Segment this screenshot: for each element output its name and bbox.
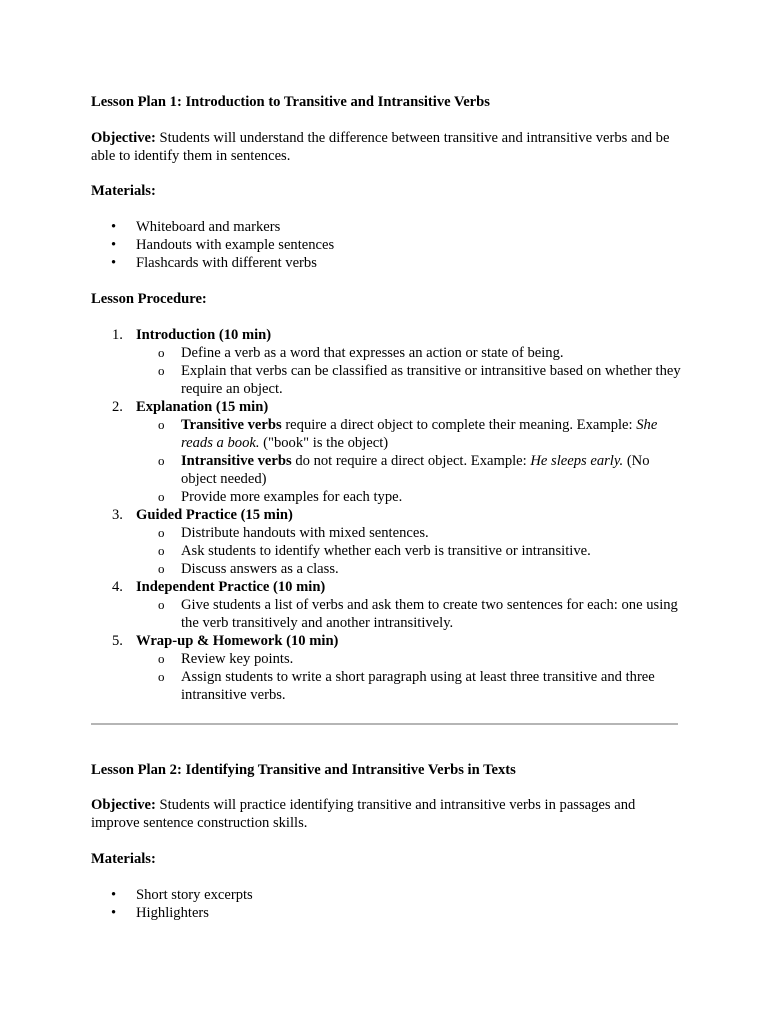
step-number: 4. — [112, 579, 123, 595]
sub-item-text: Give students a list of verbs and ask them to create two sentences for each: one using the verb transitively and another intransitively. — [181, 597, 678, 631]
plan1-materials-heading: Materials: — [91, 183, 156, 199]
plan2-objective-text: Students will practice identifying transitive and intransitive verbs in passages and improve sentence construction skills. — [91, 797, 636, 831]
plan1-materials-list — [91, 218, 681, 272]
procedure-step — [91, 632, 681, 704]
list-item — [136, 362, 681, 398]
sub-bullet-icon: o — [158, 597, 165, 612]
list-item — [136, 488, 681, 506]
sub-item-text: do not require a direct object. Example: — [291, 453, 531, 469]
list-item — [136, 542, 681, 560]
plan2-objective — [91, 796, 681, 832]
procedure-step — [91, 326, 681, 398]
step-number: 5. — [112, 633, 123, 649]
sub-item-text: Discuss answers as a class. — [181, 561, 339, 577]
sub-item-text: Define a verb as a word that expresses an action or state of being. — [181, 345, 564, 361]
plan1-objective-text: Students will understand the difference between transitive and intransitive verbs and be able to identify them in sentences. — [91, 130, 670, 164]
plan2-materials-list — [91, 886, 681, 922]
sub-bullet-icon: o — [158, 525, 165, 540]
sub-item-text: Explain that verbs can be classified as transitive or intransitive based on whether they require an object. — [181, 363, 681, 397]
plan1-title: Lesson Plan 1: Introduction to Transitive and Intransitive Verbs — [91, 94, 490, 110]
step-number: 2. — [112, 399, 123, 415]
sub-item-text: Distribute handouts with mixed sentences. — [181, 525, 429, 541]
list-item — [91, 904, 681, 922]
sub-bullet-icon: o — [158, 345, 165, 360]
sub-item-tail: ("book" is the object) — [259, 435, 389, 451]
list-item — [136, 650, 681, 668]
bullet-icon: • — [111, 905, 117, 921]
example-italic: She reads a book. — [181, 417, 658, 451]
material-item: Whiteboard and markers — [136, 219, 281, 235]
list-item — [91, 218, 681, 236]
step-title: Introduction (10 min) — [136, 327, 272, 343]
procedure-step — [91, 578, 681, 632]
list-item — [136, 344, 681, 362]
sub-item-text: Assign students to write a short paragraph using at least three transitive and three intransitive verbs. — [181, 669, 655, 703]
step-title: Guided Practice (15 min) — [136, 507, 293, 523]
sub-item-tail: (No object needed) — [181, 453, 650, 487]
list-item — [136, 596, 681, 632]
step-sublist — [136, 596, 681, 632]
term-bold: Transitive verbs — [181, 417, 282, 433]
list-item — [136, 560, 681, 578]
plan2-title: Lesson Plan 2: Identifying Transitive and Intransitive Verbs in Texts — [91, 762, 516, 778]
plan2-materials-heading: Materials: — [91, 851, 156, 867]
sub-bullet-icon: o — [158, 489, 165, 504]
term-bold: Intransitive verbs — [181, 453, 292, 469]
bullet-icon: • — [111, 219, 117, 235]
step-sublist — [136, 344, 681, 398]
list-item — [91, 886, 681, 904]
sub-item-text: require a direct object to complete their meaning. Example: — [281, 417, 637, 433]
plan1-procedure-heading: Lesson Procedure: — [91, 291, 207, 307]
sub-item-text: Provide more examples for each type. — [181, 489, 403, 505]
sub-item-text: Ask students to identify whether each verb is transitive or intransitive. — [181, 543, 591, 559]
list-item — [91, 236, 681, 254]
sub-bullet-icon: o — [158, 363, 165, 378]
material-item: Handouts with example sentences — [136, 237, 335, 253]
material-item: Short story excerpts — [136, 887, 253, 903]
step-sublist — [136, 650, 681, 704]
procedure-step — [91, 506, 681, 578]
bullet-icon: • — [111, 255, 117, 271]
sub-bullet-icon: o — [158, 453, 165, 468]
step-sublist — [136, 416, 681, 506]
bullet-icon: • — [111, 237, 117, 253]
procedure-step — [91, 398, 681, 506]
step-number: 1. — [112, 327, 123, 343]
plan1-objective-label: Objective: — [91, 130, 156, 146]
list-item — [91, 254, 681, 272]
sub-item-text: Review key points. — [181, 651, 294, 667]
list-item — [136, 524, 681, 542]
sub-bullet-icon: o — [158, 651, 165, 666]
list-item — [136, 416, 681, 452]
step-sublist — [136, 524, 681, 578]
example-italic: He sleeps early. — [530, 453, 624, 469]
plan1-objective — [91, 129, 681, 165]
list-item — [136, 452, 681, 488]
material-item: Flashcards with different verbs — [136, 255, 317, 271]
sub-bullet-icon: o — [158, 417, 165, 432]
sub-bullet-icon: o — [158, 543, 165, 558]
step-title: Wrap-up & Homework (10 min) — [136, 633, 339, 649]
material-item: Highlighters — [136, 905, 209, 921]
step-number: 3. — [112, 507, 123, 523]
plan2-objective-label: Objective: — [91, 797, 156, 813]
plan1-procedure-list — [91, 326, 681, 704]
step-title: Explanation (15 min) — [136, 399, 269, 415]
sub-bullet-icon: o — [158, 669, 165, 684]
bullet-icon: • — [111, 887, 117, 903]
section-divider — [91, 723, 678, 725]
step-title: Independent Practice (10 min) — [136, 579, 326, 595]
list-item — [136, 668, 681, 704]
sub-bullet-icon: o — [158, 561, 165, 576]
